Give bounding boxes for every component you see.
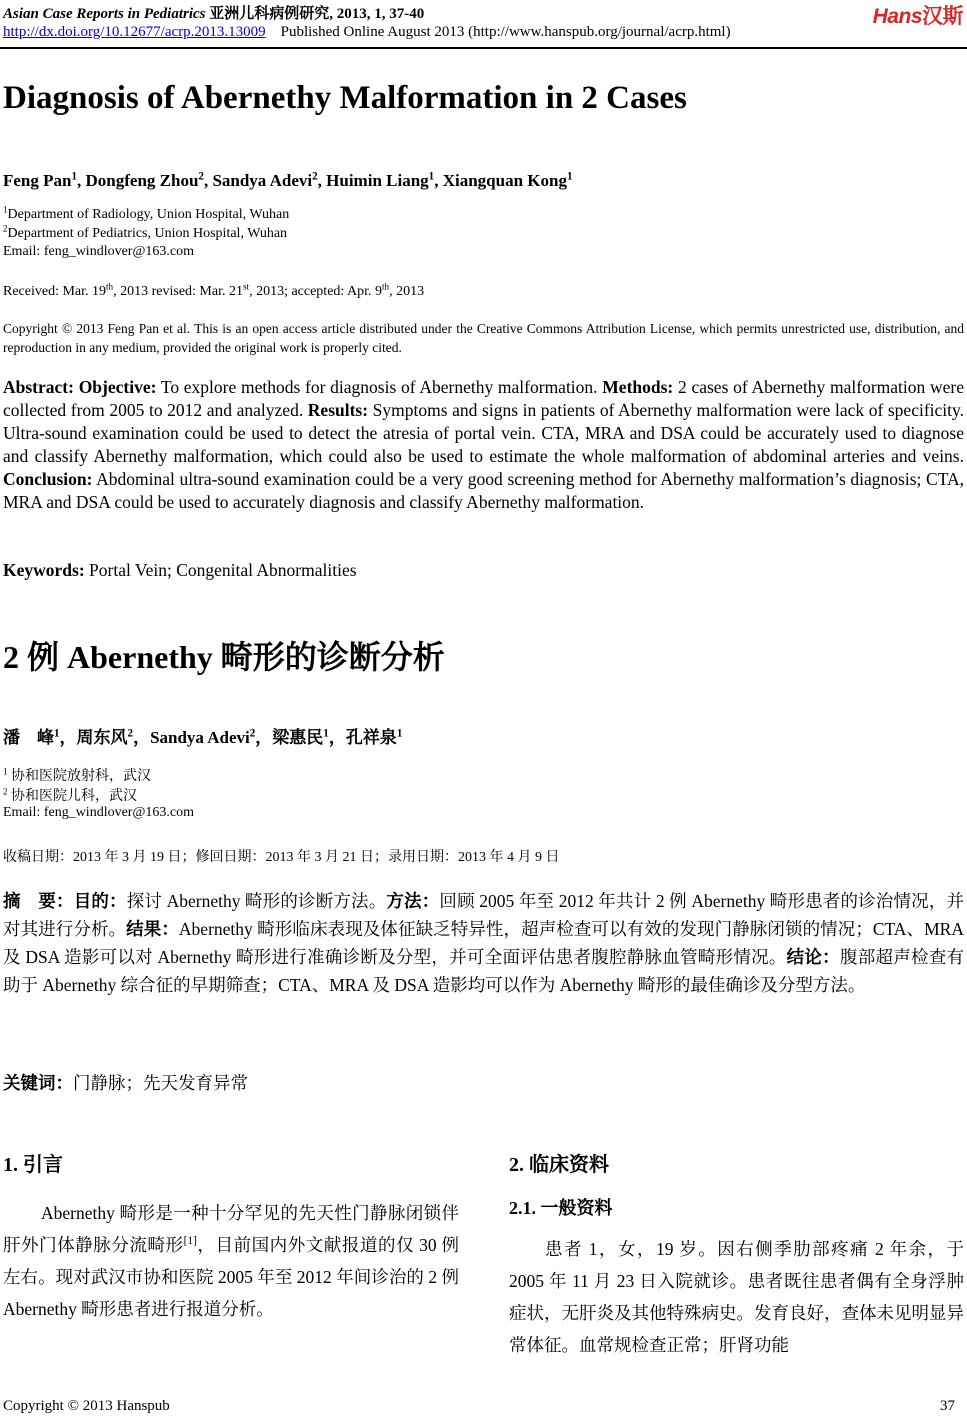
author-affiliation-mark: 1 bbox=[396, 727, 403, 740]
methods-text: 回顾 2005 年至 2012 年共计 2 例 Abernethy 畸形患者的诊治情况，并对其进行分析。 bbox=[3, 891, 964, 939]
logo-text-cn: 汉斯 bbox=[922, 5, 963, 28]
case-paragraph: 患者 1，女，19 岁。因右侧季肋部疼痛 2 年余，于 2005 年 11 月 23 日入院就诊。患者既往患者偶有全身浮肿症状，无肝炎及其他特殊病史。发育良好，查体未见明显异常体征。血常规检查正常；肝肾功能 bbox=[509, 1239, 964, 1355]
footer-copyright: Copyright © 2013 Hanspub bbox=[3, 1398, 170, 1414]
introduction-paragraph bbox=[3, 1197, 459, 1325]
author-separator: , bbox=[77, 171, 86, 190]
journal-name-cn: 亚洲儿科病例研究 bbox=[209, 6, 330, 22]
affiliation-en bbox=[3, 223, 288, 242]
logo-text-en: Hans bbox=[872, 5, 922, 28]
author-name: Sandya Adevi bbox=[212, 171, 313, 190]
objective-label: Objective: bbox=[78, 377, 157, 397]
conclusion-label: Conclusion: bbox=[3, 469, 93, 489]
author-affiliation-mark: 2 bbox=[249, 727, 256, 740]
doi-link[interactable]: http://dx.doi.org/10.12677/acrp.2013.13009 bbox=[3, 24, 266, 40]
paragraph-text: ，目前国内外文献报道的仅 30 例左右。现对武汉市协和医院 2005 年至 2012 年间诊治的 2 例 Abernethy 畸形患者进行报道分析。 bbox=[3, 1235, 460, 1319]
affiliation-cn bbox=[3, 765, 151, 785]
section-heading-clinical-data: 2. 临床资料 bbox=[509, 1154, 609, 1176]
abstract-label: Abstract: bbox=[3, 377, 74, 397]
received-part: , 2013; accepted: Apr. 9 bbox=[249, 284, 383, 299]
author-affiliation-mark: 1 bbox=[71, 170, 78, 183]
affiliation-mark: 2 bbox=[3, 786, 8, 797]
author-affiliation-mark: 1 bbox=[323, 727, 329, 740]
author-separator: , bbox=[203, 171, 213, 190]
license-notice: Copyright © 2013 Feng Pan et al. This is an open access article distributed under the Creative Commons Attribution License, which permits unrestricted use, distribution, and reproduction in any medium, provided the original work is properly cited. bbox=[3, 321, 964, 355]
conclusion-text: Abdominal ultra-sound examination could be a very good screening method for Abernethy malformation’s diagnosis; CTA, MRA and DSA could be used to accurately diagnosis and classify Abernethy malformation. bbox=[3, 469, 964, 512]
results-text: Symptoms and signs in patients of Abernethy malformation were lack of specificity. Ultra-sound examination could be used to detect the atresia of portal vein. CTA, MRA and DSA could be accurately used to diagnose and classify Abernethy malformation, which could also be used to estimate the whole malformation of abdominal arteries and veins. bbox=[3, 400, 965, 466]
journal-name-en: Asian Case Reports in Pediatrics bbox=[3, 6, 206, 22]
author-separator: ， bbox=[328, 728, 346, 747]
objective-text: 探讨 Abernethy 畸形的诊断方法。 bbox=[126, 891, 387, 911]
received-part: , 2013 bbox=[389, 284, 425, 299]
subsection-heading-general-data: 2.1. 一般资料 bbox=[509, 1198, 613, 1218]
hanspub-logo bbox=[873, 0, 963, 30]
affiliation-text: 协和医院儿科，武汉 bbox=[11, 789, 138, 804]
received-part: , 2013 revised: Mar. 21 bbox=[113, 284, 243, 299]
objective-label: 目的： bbox=[73, 891, 127, 911]
methods-label: Methods: bbox=[602, 377, 674, 397]
objective-text: To explore methods for diagnosis of Abernethy malformation. bbox=[156, 377, 603, 397]
affiliation-mark: 1 bbox=[3, 204, 8, 215]
author-name: 潘 峰 bbox=[3, 728, 54, 747]
received-dates-cn: 收稿日期：2013 年 3 月 19 日；修回日期：2013 年 3 月 21 日；录用日期：2013 年 4 月 9 日 bbox=[3, 850, 560, 865]
keywords-text: Portal Vein; Congenital Abnormalities bbox=[84, 560, 357, 580]
journal-issue: , 2013, 1, 37-40 bbox=[329, 6, 425, 22]
header-divider bbox=[0, 47, 967, 49]
author-separator: ， bbox=[59, 728, 77, 747]
author-name: 梁惠民 bbox=[272, 728, 324, 747]
abstract-cn bbox=[3, 887, 964, 999]
author-name: Sandya Adevi bbox=[150, 728, 250, 747]
ordinal-suffix: st bbox=[242, 281, 250, 292]
results-label: 结果： bbox=[126, 919, 179, 939]
keywords-cn bbox=[3, 1070, 248, 1095]
citation-ref[interactable]: [1] bbox=[183, 1235, 197, 1248]
author-name: Feng Pan bbox=[3, 171, 72, 190]
section-heading-introduction: 1. 引言 bbox=[3, 1154, 63, 1176]
conclusion-label: 结论： bbox=[786, 947, 840, 967]
email-cn: Email: feng_windlover@163.com bbox=[3, 805, 194, 820]
affiliation-mark: 1 bbox=[3, 766, 8, 777]
received-dates-en bbox=[3, 281, 425, 300]
keywords-en bbox=[3, 560, 357, 581]
author-affiliation-mark: 2 bbox=[312, 170, 318, 183]
author-affiliation-mark: 1 bbox=[566, 170, 573, 183]
author-list-en bbox=[3, 171, 572, 191]
affiliation-mark: 2 bbox=[3, 223, 8, 234]
ordinal-suffix: th bbox=[382, 281, 390, 292]
author-list-cn bbox=[3, 723, 402, 748]
author-separator: ， bbox=[255, 728, 273, 747]
author-name: Huimin Liang bbox=[326, 171, 429, 190]
author-separator: , bbox=[434, 171, 443, 190]
author-separator: , bbox=[317, 171, 327, 190]
affiliation-text: 协和医院放射科，武汉 bbox=[11, 769, 152, 784]
author-affiliation-mark: 2 bbox=[198, 170, 204, 183]
affiliation-cn bbox=[3, 785, 137, 805]
email-en: Email: feng_windlover@163.com bbox=[3, 244, 194, 259]
page-number: 37 bbox=[940, 1398, 955, 1414]
methods-label: 方法： bbox=[386, 891, 440, 911]
author-affiliation-mark: 1 bbox=[54, 727, 60, 740]
author-separator: ， bbox=[133, 728, 151, 747]
author-affiliation-mark: 1 bbox=[428, 170, 435, 183]
methods-text: 2 cases of Abernethy malformation were collected from 2005 to 2012 and analyzed. bbox=[3, 377, 965, 420]
affiliation-en bbox=[3, 204, 290, 223]
published-online: Published Online August 2013 (http://www.hanspub.org/journal/acrp.html) bbox=[280, 24, 731, 40]
keywords-label: 关键词： bbox=[3, 1073, 73, 1093]
keywords-text: 门静脉；先天发育异常 bbox=[73, 1073, 248, 1093]
paragraph-text: Abernethy 畸形是一种十分罕见的先天性门静脉闭锁伴肝外门体静脉分流畸形 bbox=[3, 1203, 459, 1255]
keywords-label: Keywords: bbox=[3, 560, 85, 580]
results-label: Results: bbox=[307, 400, 369, 420]
journal-header bbox=[3, 2, 424, 23]
results-text: Abernethy 畸形临床表现及体征缺乏特异性，超声检查可以有效的发现门静脉闭锁的情况；CTA、MRA 及 DSA 造影可以对 Abernethy 畸形进行准确诊断及分型，并可全面评估患者腹腔静脉血管畸形情况。 bbox=[3, 919, 964, 967]
doi-line bbox=[3, 24, 731, 41]
abstract-label: 摘 要： bbox=[3, 891, 74, 911]
ordinal-suffix: th bbox=[106, 281, 114, 292]
author-name: Dongfeng Zhou bbox=[85, 171, 199, 190]
author-affiliation-mark: 2 bbox=[127, 727, 134, 740]
paper-title-en: Diagnosis of Abernethy Malformation in 2 Cases bbox=[3, 80, 687, 116]
author-name: Xiangquan Kong bbox=[442, 171, 567, 190]
author-name: 孔祥泉 bbox=[345, 728, 397, 747]
author-name: 周东风 bbox=[76, 728, 128, 747]
abstract-en bbox=[3, 376, 964, 514]
paper-title-cn: 2 例 Abernethy 畸形的诊断分析 bbox=[3, 639, 445, 675]
conclusion-text: 腹部超声检查有助于 Abernethy 综合征的早期筛查；CTA、MRA 及 DSA 造影均可以作为 Abernethy 畸形的最佳确诊及分型方法。 bbox=[3, 947, 965, 995]
received-part: Received: Mar. 19 bbox=[3, 284, 107, 299]
affiliation-text: Department of Pediatrics, Union Hospital, Wuhan bbox=[7, 226, 288, 241]
affiliation-text: Department of Radiology, Union Hospital, Wuhan bbox=[7, 207, 290, 222]
